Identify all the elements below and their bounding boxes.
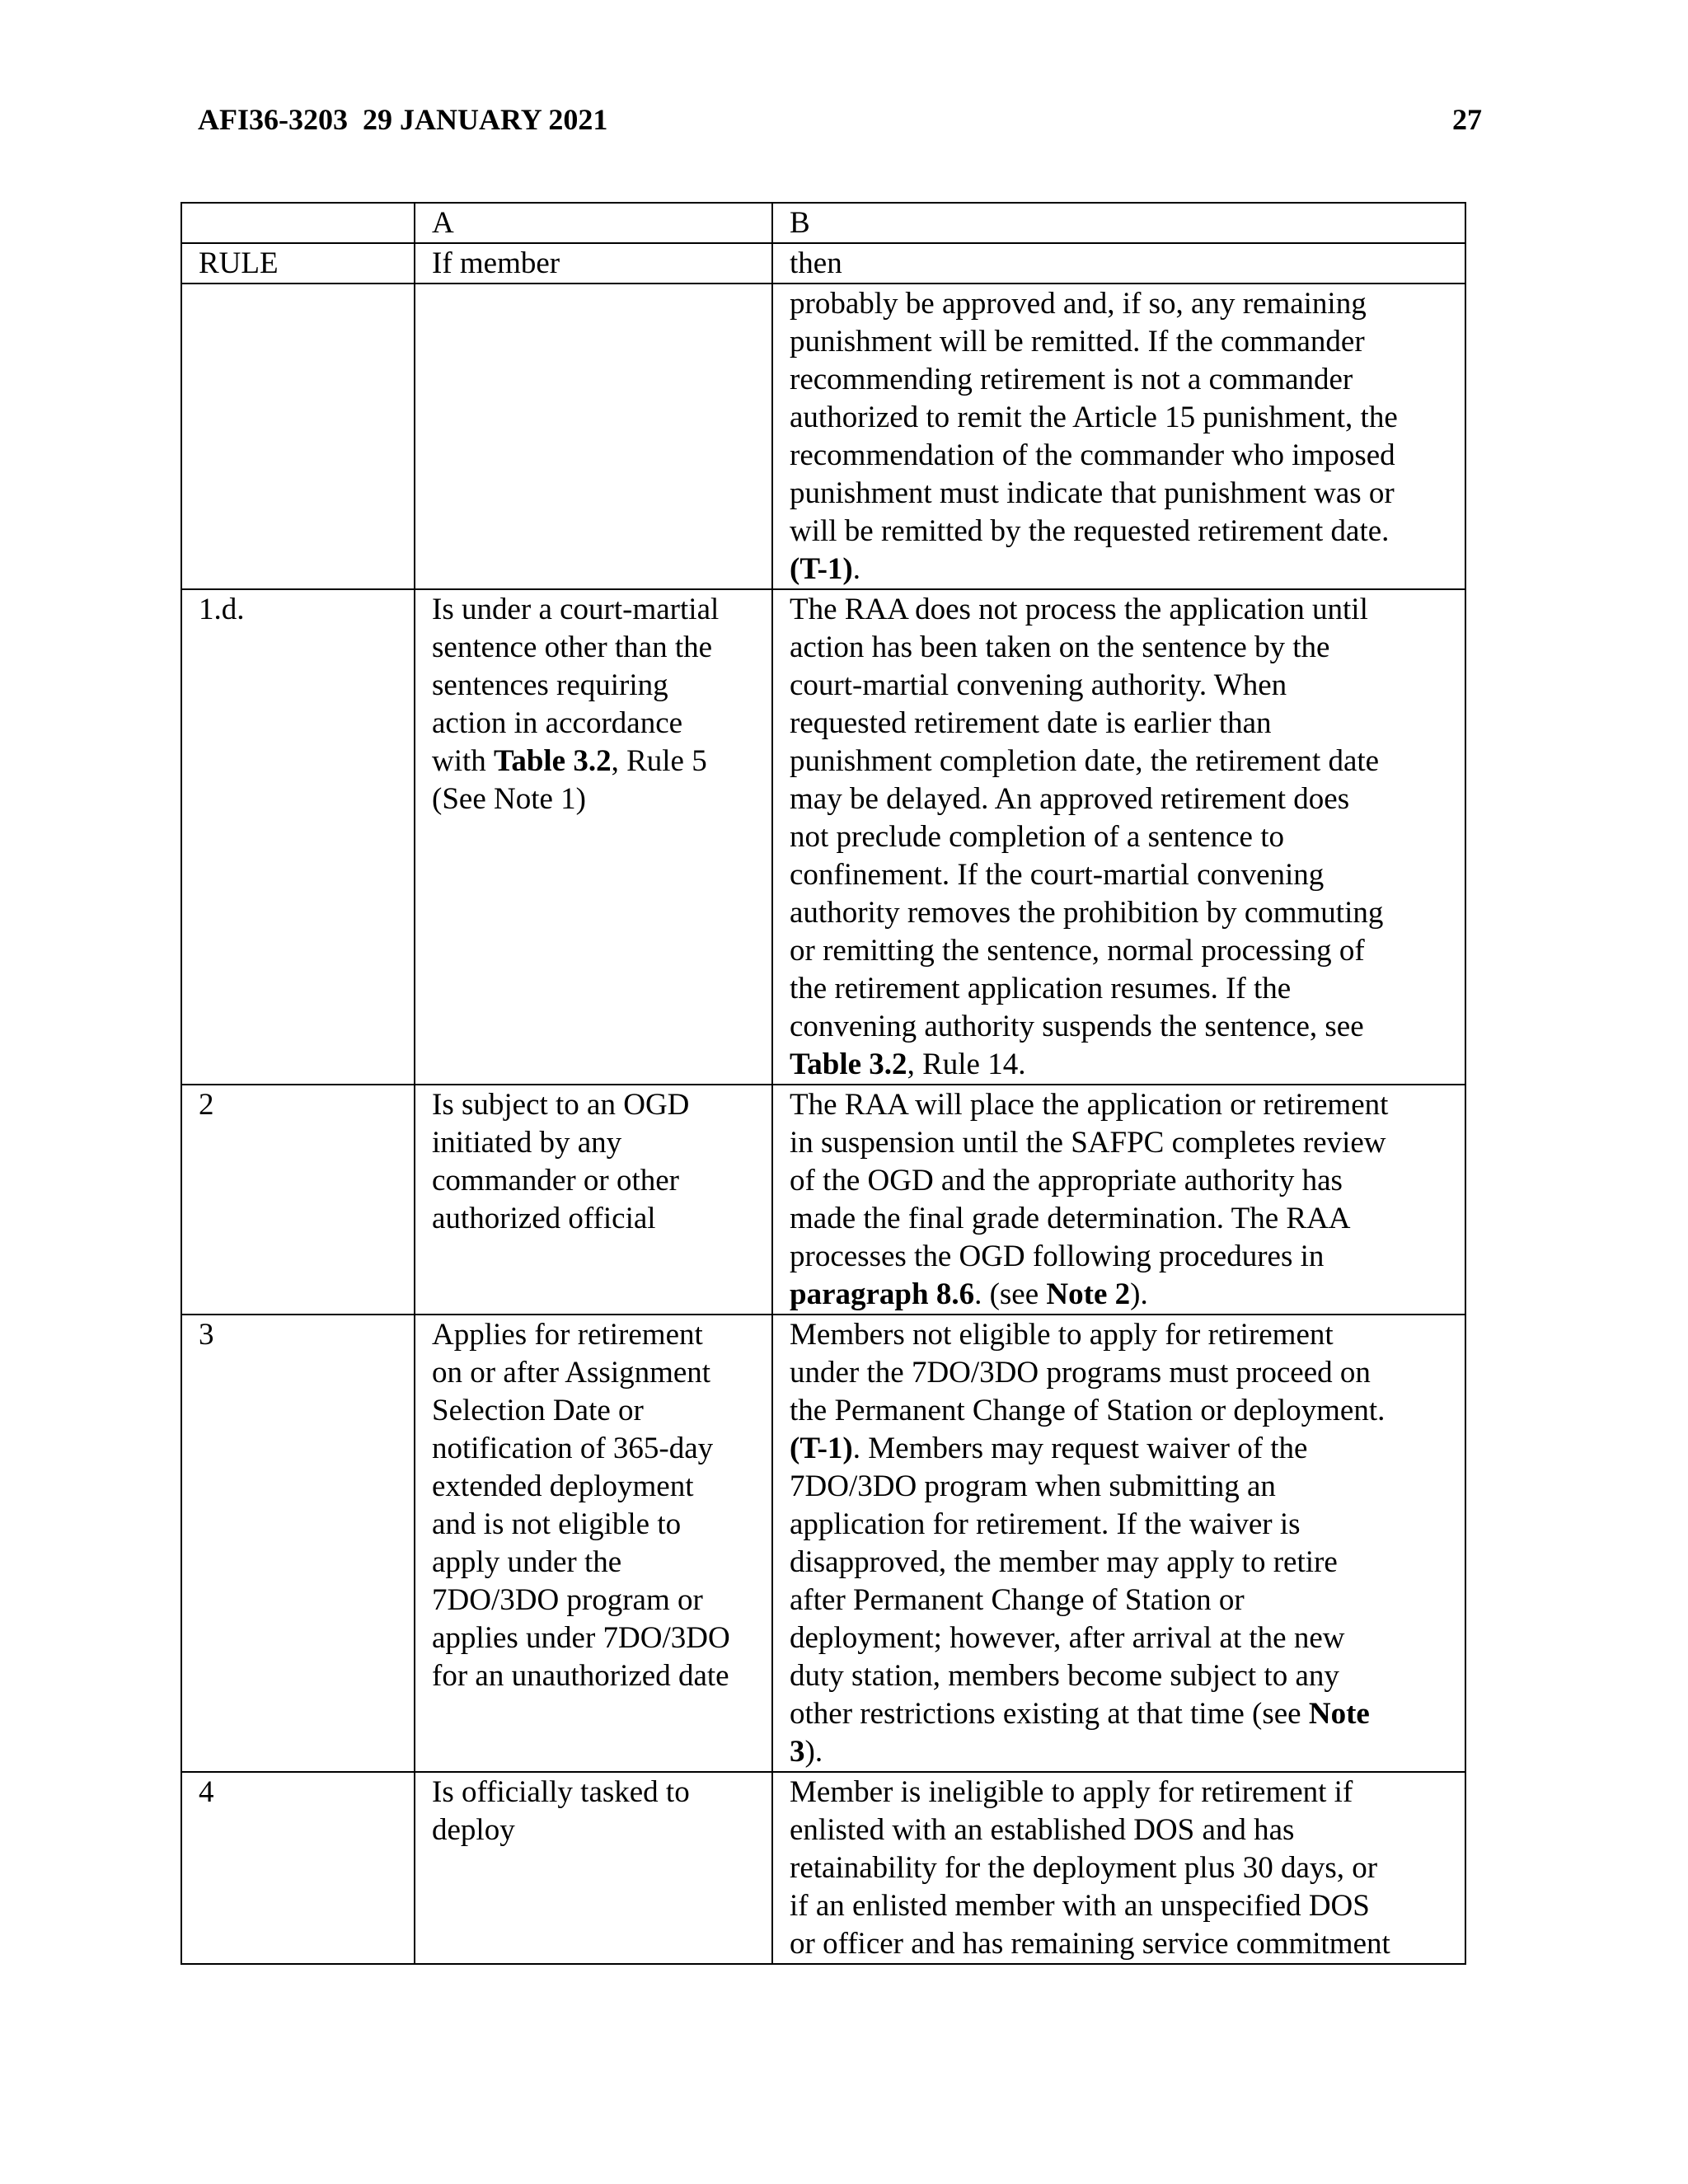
action-line xyxy=(790,1695,1456,1733)
cell-text: for an unauthorized date xyxy=(432,1659,729,1693)
page-header xyxy=(198,99,1482,140)
cell-text: applies under 7DO/3DO xyxy=(432,1621,730,1655)
cell-text: under the 7DO/3DO programs must proceed on xyxy=(790,1356,1371,1390)
cell-text: and is not eligible to xyxy=(432,1507,682,1541)
bold-reference-text: 3 xyxy=(790,1735,805,1769)
cell-text: confinement. If the court-martial convening xyxy=(790,858,1325,892)
cell-text: duty station, members become subject to any xyxy=(790,1659,1339,1693)
condition-line xyxy=(432,1162,763,1200)
cell-text: probably be approved and, if so, any remaining xyxy=(790,287,1367,321)
action-cell xyxy=(772,1772,1465,1964)
action-line xyxy=(790,323,1456,361)
action-line xyxy=(790,818,1456,856)
cell-text: The RAA will place the application or retirement xyxy=(790,1088,1389,1122)
action-cell xyxy=(772,1315,1465,1772)
condition-line xyxy=(432,1430,763,1468)
condition-line xyxy=(432,1200,763,1238)
cell-text: apply under the xyxy=(432,1545,622,1579)
cell-text: commander or other xyxy=(432,1164,679,1197)
bold-reference-text: Note 2 xyxy=(1046,1277,1131,1311)
column-header-then: then xyxy=(772,243,1465,284)
rules-table-body xyxy=(181,203,1465,1964)
cell-text: the Permanent Change of Station or deployment. xyxy=(790,1394,1386,1427)
cell-text: sentences requiring xyxy=(432,668,668,702)
cell-text: processes the OGD following procedures in xyxy=(790,1240,1325,1273)
action-line xyxy=(790,1925,1456,1963)
condition-cell xyxy=(415,1315,772,1772)
cell-text: notification of 365-day xyxy=(432,1432,714,1465)
condition-cell xyxy=(415,1085,772,1315)
action-line xyxy=(790,475,1456,513)
table-row xyxy=(181,1315,1465,1772)
cell-text: 7DO/3DO program when submitting an xyxy=(790,1469,1276,1503)
action-line xyxy=(790,1657,1456,1695)
cell-text: Is under a court-martial xyxy=(432,593,720,626)
action-cell xyxy=(772,284,1465,589)
action-line xyxy=(790,856,1456,894)
cell-text: Members not eligible to apply for retirement xyxy=(790,1318,1334,1352)
document-id: AFI36-3203 29 JANUARY 2021 xyxy=(198,103,608,136)
cell-text: . Members may request waiver of the xyxy=(852,1432,1308,1465)
cell-text: deploy xyxy=(432,1813,515,1847)
cell-text: . (see xyxy=(974,1277,1047,1311)
cell-text: on or after Assignment xyxy=(432,1356,711,1390)
action-line xyxy=(790,1316,1456,1354)
action-line xyxy=(790,1887,1456,1925)
action-line xyxy=(790,970,1456,1008)
cell-text: action has been taken on the sentence by the xyxy=(790,630,1330,664)
table-row xyxy=(181,1772,1465,1964)
cell-text: , Rule 5 xyxy=(611,744,707,778)
cell-text: disapproved, the member may apply to retire xyxy=(790,1545,1338,1579)
rule-number-cell: 1.d. xyxy=(181,589,415,1085)
table-row xyxy=(181,1085,1465,1315)
condition-line xyxy=(432,1506,763,1544)
condition-line xyxy=(432,1392,763,1430)
cell-text: Is subject to an OGD xyxy=(432,1088,690,1122)
condition-line xyxy=(432,743,763,780)
cell-text: The RAA does not process the application until xyxy=(790,593,1368,626)
condition-line xyxy=(432,780,763,818)
condition-cell xyxy=(415,589,772,1085)
cell-text: sentence other than the xyxy=(432,630,713,664)
action-cell xyxy=(772,589,1465,1085)
cell-text: in suspension until the SAFPC completes review xyxy=(790,1126,1386,1160)
action-line xyxy=(790,1124,1456,1162)
cell-text: authorized to remit the Article 15 punishment, the xyxy=(790,401,1398,434)
column-letter-rule xyxy=(181,203,415,243)
action-line xyxy=(790,1276,1456,1314)
cell-text: Member is ineligible to apply for retirement if xyxy=(790,1775,1353,1809)
column-header-row xyxy=(181,243,1465,284)
cell-text: or officer and has remaining service commitment xyxy=(790,1927,1390,1961)
cell-text: other restrictions existing at that time (see xyxy=(790,1697,1309,1731)
cell-text: court-martial convening authority. When xyxy=(790,668,1287,702)
action-line xyxy=(790,1619,1456,1657)
cell-text: deployment; however, after arrival at the new xyxy=(790,1621,1345,1655)
action-line xyxy=(790,743,1456,780)
action-line xyxy=(790,285,1456,323)
cell-text: enlisted with an established DOS and has xyxy=(790,1813,1295,1847)
action-line xyxy=(790,591,1456,629)
action-line xyxy=(790,1733,1456,1771)
column-letter-a: A xyxy=(415,203,772,243)
condition-line xyxy=(432,1316,763,1354)
action-line xyxy=(790,705,1456,743)
cell-text: Is officially tasked to xyxy=(432,1775,690,1809)
cell-text: ). xyxy=(1130,1277,1148,1311)
condition-line xyxy=(432,591,763,629)
action-line xyxy=(790,437,1456,475)
action-line xyxy=(790,667,1456,705)
cell-text: (See Note 1) xyxy=(432,782,586,816)
cell-text: made the final grade determination. The RAA xyxy=(790,1202,1351,1235)
action-line xyxy=(790,361,1456,399)
cell-text: Applies for retirement xyxy=(432,1318,703,1352)
action-line xyxy=(790,1162,1456,1200)
action-line xyxy=(790,1200,1456,1238)
cell-text: or remitting the sentence, normal processing of xyxy=(790,934,1365,968)
condition-line xyxy=(432,1086,763,1124)
cell-text: authorized official xyxy=(432,1202,656,1235)
rules-table xyxy=(181,202,1466,1965)
cell-text: action in accordance xyxy=(432,706,683,740)
action-line xyxy=(790,1008,1456,1046)
cell-text: after Permanent Change of Station or xyxy=(790,1583,1245,1617)
condition-line xyxy=(432,1124,763,1162)
bold-reference-text: Table 3.2 xyxy=(494,744,612,778)
cell-text: punishment will be remitted. If the commander xyxy=(790,325,1365,359)
rule-number-cell: 3 xyxy=(181,1315,415,1772)
action-cell xyxy=(772,1085,1465,1315)
condition-line xyxy=(432,1544,763,1582)
condition-cell xyxy=(415,284,772,589)
action-line xyxy=(790,513,1456,551)
action-line xyxy=(790,1811,1456,1849)
action-line xyxy=(790,1086,1456,1124)
column-letter-b: B xyxy=(772,203,1465,243)
table-row xyxy=(181,284,1465,589)
action-line xyxy=(790,629,1456,667)
condition-line xyxy=(432,705,763,743)
column-header-rule: RULE xyxy=(181,243,415,284)
cell-text: with xyxy=(432,744,495,778)
cell-text: . xyxy=(852,552,860,586)
action-line xyxy=(790,780,1456,818)
bold-reference-text: (T-1) xyxy=(790,1432,853,1465)
cell-text: will be remitted by the requested retirement date. xyxy=(790,514,1390,548)
action-line xyxy=(790,1238,1456,1276)
action-line xyxy=(790,1582,1456,1619)
condition-line xyxy=(432,1582,763,1619)
condition-line xyxy=(432,1657,763,1695)
bold-reference-text: Note xyxy=(1308,1697,1370,1731)
action-line xyxy=(790,1354,1456,1392)
cell-text: if an enlisted member with an unspecified DOS xyxy=(790,1889,1370,1923)
cell-text: Selection Date or xyxy=(432,1394,644,1427)
action-line xyxy=(790,1849,1456,1887)
action-line xyxy=(790,1046,1456,1084)
action-line xyxy=(790,1468,1456,1506)
action-line xyxy=(790,399,1456,437)
cell-text: , Rule 14. xyxy=(907,1047,1026,1081)
cell-text: application for retirement. If the waiver is xyxy=(790,1507,1301,1541)
cell-text: extended deployment xyxy=(432,1469,694,1503)
cell-text: 7DO/3DO program or xyxy=(432,1583,703,1617)
action-line xyxy=(790,551,1456,588)
cell-text: of the OGD and the appropriate authority has xyxy=(790,1164,1343,1197)
cell-text: ). xyxy=(804,1735,823,1769)
bold-reference-text: paragraph 8.6 xyxy=(790,1277,975,1311)
cell-text: punishment completion date, the retirement date xyxy=(790,744,1380,778)
cell-text: requested retirement date is earlier than xyxy=(790,706,1272,740)
table-row xyxy=(181,589,1465,1085)
rule-number-cell xyxy=(181,284,415,589)
action-line xyxy=(790,1544,1456,1582)
page-number: 27 xyxy=(1452,103,1482,136)
cell-text: punishment must indicate that punishment was or xyxy=(790,476,1395,510)
cell-text: may be delayed. An approved retirement does xyxy=(790,782,1350,816)
cell-text: the retirement application resumes. If the xyxy=(790,972,1292,1005)
cell-text: convening authority suspends the sentence, see xyxy=(790,1010,1364,1043)
cell-text: authority removes the prohibition by commuting xyxy=(790,896,1384,930)
rule-number-cell: 2 xyxy=(181,1085,415,1315)
bold-reference-text: Table 3.2 xyxy=(790,1047,907,1081)
condition-line xyxy=(432,1468,763,1506)
action-line xyxy=(790,1774,1456,1811)
condition-line xyxy=(432,1354,763,1392)
condition-line xyxy=(432,1774,763,1811)
column-header-member: If member xyxy=(415,243,772,284)
cell-text: recommendation of the commander who imposed xyxy=(790,438,1395,472)
cell-text: initiated by any xyxy=(432,1126,622,1160)
cell-text: retainability for the deployment plus 30 days, or xyxy=(790,1851,1378,1885)
condition-line xyxy=(432,629,763,667)
cell-text: recommending retirement is not a commander xyxy=(790,363,1353,396)
condition-cell xyxy=(415,1772,772,1964)
condition-line xyxy=(432,1811,763,1849)
action-line xyxy=(790,1430,1456,1468)
action-line xyxy=(790,1506,1456,1544)
rule-number-cell: 4 xyxy=(181,1772,415,1964)
action-line xyxy=(790,1392,1456,1430)
action-line xyxy=(790,932,1456,970)
column-letter-row xyxy=(181,203,1465,243)
action-line xyxy=(790,894,1456,932)
condition-line xyxy=(432,667,763,705)
condition-line xyxy=(432,1619,763,1657)
bold-reference-text: (T-1) xyxy=(790,552,853,586)
cell-text: not preclude completion of a sentence to xyxy=(790,820,1285,854)
